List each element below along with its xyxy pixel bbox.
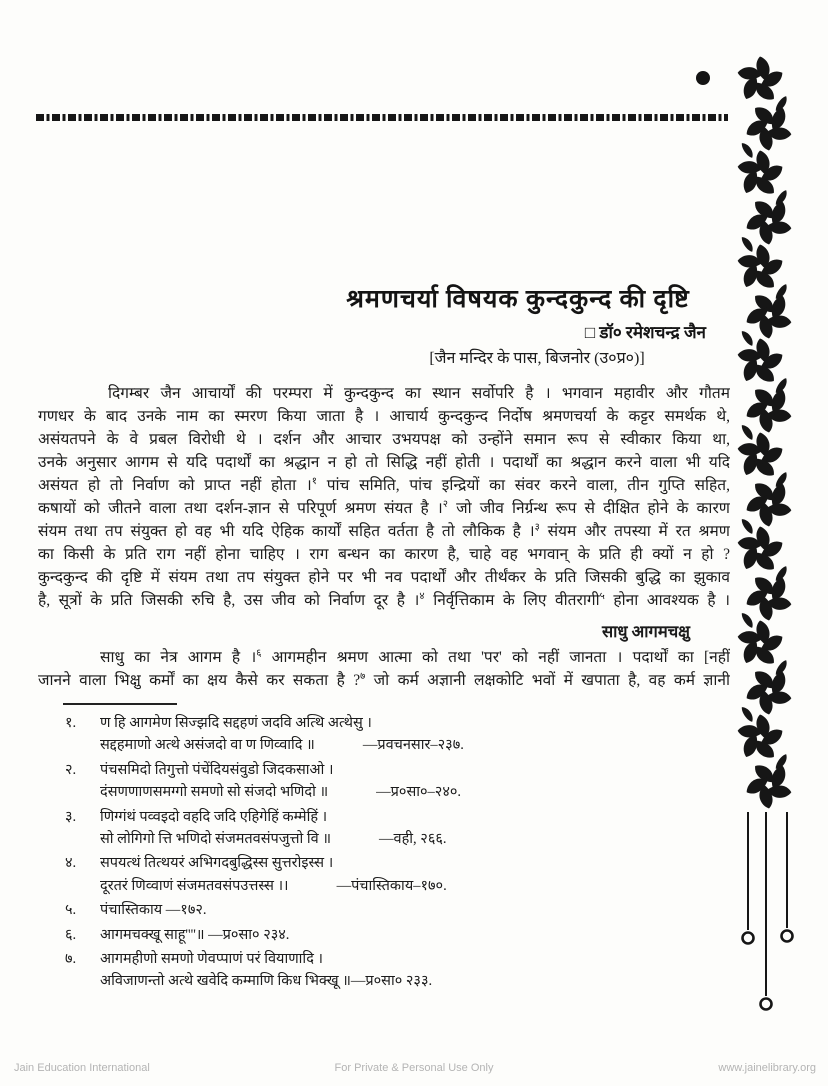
footnote (38, 948, 738, 993)
text-line: दिगम्बर जैन आचार्यों की परम्परा में कुन्दकुन्द का स्थान सर्वोपरि है । भगवान महावीर और गौतम (108, 385, 730, 402)
footnote-number: १. (65, 715, 77, 731)
page-footer (0, 1062, 828, 1080)
text-line: जानने वाला भिक्षु कर्मों का क्षय कैसे कर सकता है ?$^७$ जो कर्म अज्ञानी लक्षकोटि भवों में खपाता है, वह कर्म ज्ञानी (38, 670, 730, 689)
footnote-line: सद्दहमाणो अत्थे असंजदो वा ण णिव्वादि ॥ —प्रवचनसार–२३७. (100, 737, 464, 754)
top-dashed-border-icon (36, 114, 728, 121)
footnote-citation: —पंचास्तिकाय–१७०. (336, 877, 447, 894)
author-name: □ डॉ० रमेशचन्द्र जैन (584, 323, 706, 342)
text-line: संयम तथा तप संयुक्त हो वह भी यदि ऐहिक कार्यों सहित वर्तता है तो लौकिक है ।$^३$ संयम और तपस्या में रत श्रमण (38, 521, 730, 540)
footnote-line: पंचसमिदो तिगुत्तो पंचेंदियसंवुडो जिदकसाओ । (100, 761, 334, 778)
footnote-number: ४. (65, 855, 77, 872)
footnotes-list (38, 712, 738, 995)
paragraph-2 (38, 646, 730, 692)
footnote (38, 852, 738, 897)
footnote (38, 806, 738, 851)
text-line: असंयतपने के वे प्रबल विरोधी थे । दर्शन और आचार उभयपक्ष को उन्होंने समान रूप से स्वीकार किया था, (38, 431, 730, 448)
text-line: गणधर के बाद उनके नाम का स्मरण किया जाता है । आचार्य कुन्दकुन्द निर्दोष श्रमणचर्या के कट्टर समर्थक थे, (38, 408, 730, 425)
footnote-line: दूरतरं णिव्वाणं संजमतवसंपउत्तस्स ।। —पंचास्तिकाय–१७०. (100, 877, 447, 894)
article-title: श्रमणचर्या विषयक कुन्दकुन्द की दृष्टि (346, 286, 690, 313)
footnote-separator (63, 703, 177, 705)
footnote-number: ५. (65, 902, 77, 919)
footer-center-text: For Private & Personal Use Only (334, 1062, 494, 1074)
footnote-line: अविजाणन्तो अत्थे खवेदि कम्माणि किध भिक्खू ॥—प्र०सा० २३३. (100, 973, 433, 990)
footnote-citation: —वही, २६६. (379, 830, 447, 847)
footnote-number: ३. (65, 808, 77, 825)
footnote-line: आगमहीणो समणो णेवप्पाणं परं वियाणादि । (100, 950, 324, 967)
footnote-line: सपयत्थं तित्थयरं अभिगदबुद्धिस्स सुत्तरोइस्स । (100, 855, 334, 872)
footnote (38, 899, 738, 921)
footnote-line: णिग्गंथं पव्वइदो वहदि जदि एहिगेहिं कम्मेहिं । (100, 808, 328, 825)
bullet-dot-icon (696, 71, 710, 85)
footnote-line: आगमचक्खू साहू''''॥ —प्र०सा० २३४. (100, 926, 290, 943)
footnote-number: २. (65, 761, 77, 778)
author-affiliation: [जैन मन्दिर के पास, बिजनोर (उ०प्र०)] (429, 350, 645, 367)
footnote-number: ६. (65, 926, 77, 943)
footnote-citation: —प्रवचनसार–२३७. (362, 737, 464, 754)
text-line: साधु का नेत्र आगम है ।$^६$ आगमहीन श्रमण आत्मा को तथा 'पर' को नहीं जानता । पदार्थों का [नहीं (100, 647, 730, 666)
footer-right-text: www.jainelibrary.org (718, 1062, 816, 1074)
section-heading: साधु आगमचक्षु (601, 622, 690, 641)
footnote (38, 924, 738, 946)
text-line: उनके अनुसार आगम से यदि पदार्थों का श्रद्धान न हो तो सिद्धि नहीं होती । पदार्थों का श्रद्धान करने वाला भी यदि (38, 454, 730, 471)
footnote-citation: —प्र०सा०–२४०. (376, 784, 462, 801)
text-line: है, सूत्रों के प्रति जिसकी रुचि है, उस जीव को निर्वाण दूर है ।$^४$ निर्वृत्तिकाम के लिए वीतरागी$^५$ होना आवश्यक है । (38, 590, 730, 609)
text-line: असंयत हो तो निर्वाण को प्राप्त नहीं होता ।$^१$ पांच समिति, पांच इन्द्रियों का संवर करने वाला, तीन गुप्ति सहित, (38, 475, 730, 494)
text-line: कुन्दकुन्द की दृष्टि में संयम तथा तप संयुक्त होने पर भी नव पदार्थों और तीर्थंकर के प्रति जिसकी बुद्धि का झुकाव (38, 569, 730, 586)
footnote (38, 759, 738, 804)
footer-left-text: Jain Education International (14, 1062, 150, 1074)
footnote-line: सो लोगिगो त्ति भणिदो संजमतवसंपजुत्तो वि ॥ —वही, २६६. (100, 830, 447, 847)
footnote-line: दंसणणाणसमग्गो समणो सो संजदो भणिदो ॥ —प्र०सा०–२४०. (100, 784, 462, 801)
footnote-line: पंचास्तिकाय —१७२. (100, 902, 207, 919)
footnote-line: ण हि आगमेण सिज्झदि सद्दहणं जदवि अत्थि अत्थेसु । (100, 715, 372, 731)
text-line: कषायों को जीतने वाला तथा दर्शन-ज्ञान से परिपूर्ण श्रमण संयत है ।$^२$ जो जीव निर्ग्रन्थ रूप से दीक्षित होने के कारण (38, 498, 730, 517)
footnote-number: ७. (65, 950, 77, 967)
text-line: का किसी के प्रति राग नहीं होना चाहिए । राग बन्धन का कारण है, चाहे वह भगवान् के प्रति ही क्यों न हो ? (38, 546, 730, 563)
footnote (38, 712, 738, 757)
paragraph-1 (38, 382, 730, 612)
